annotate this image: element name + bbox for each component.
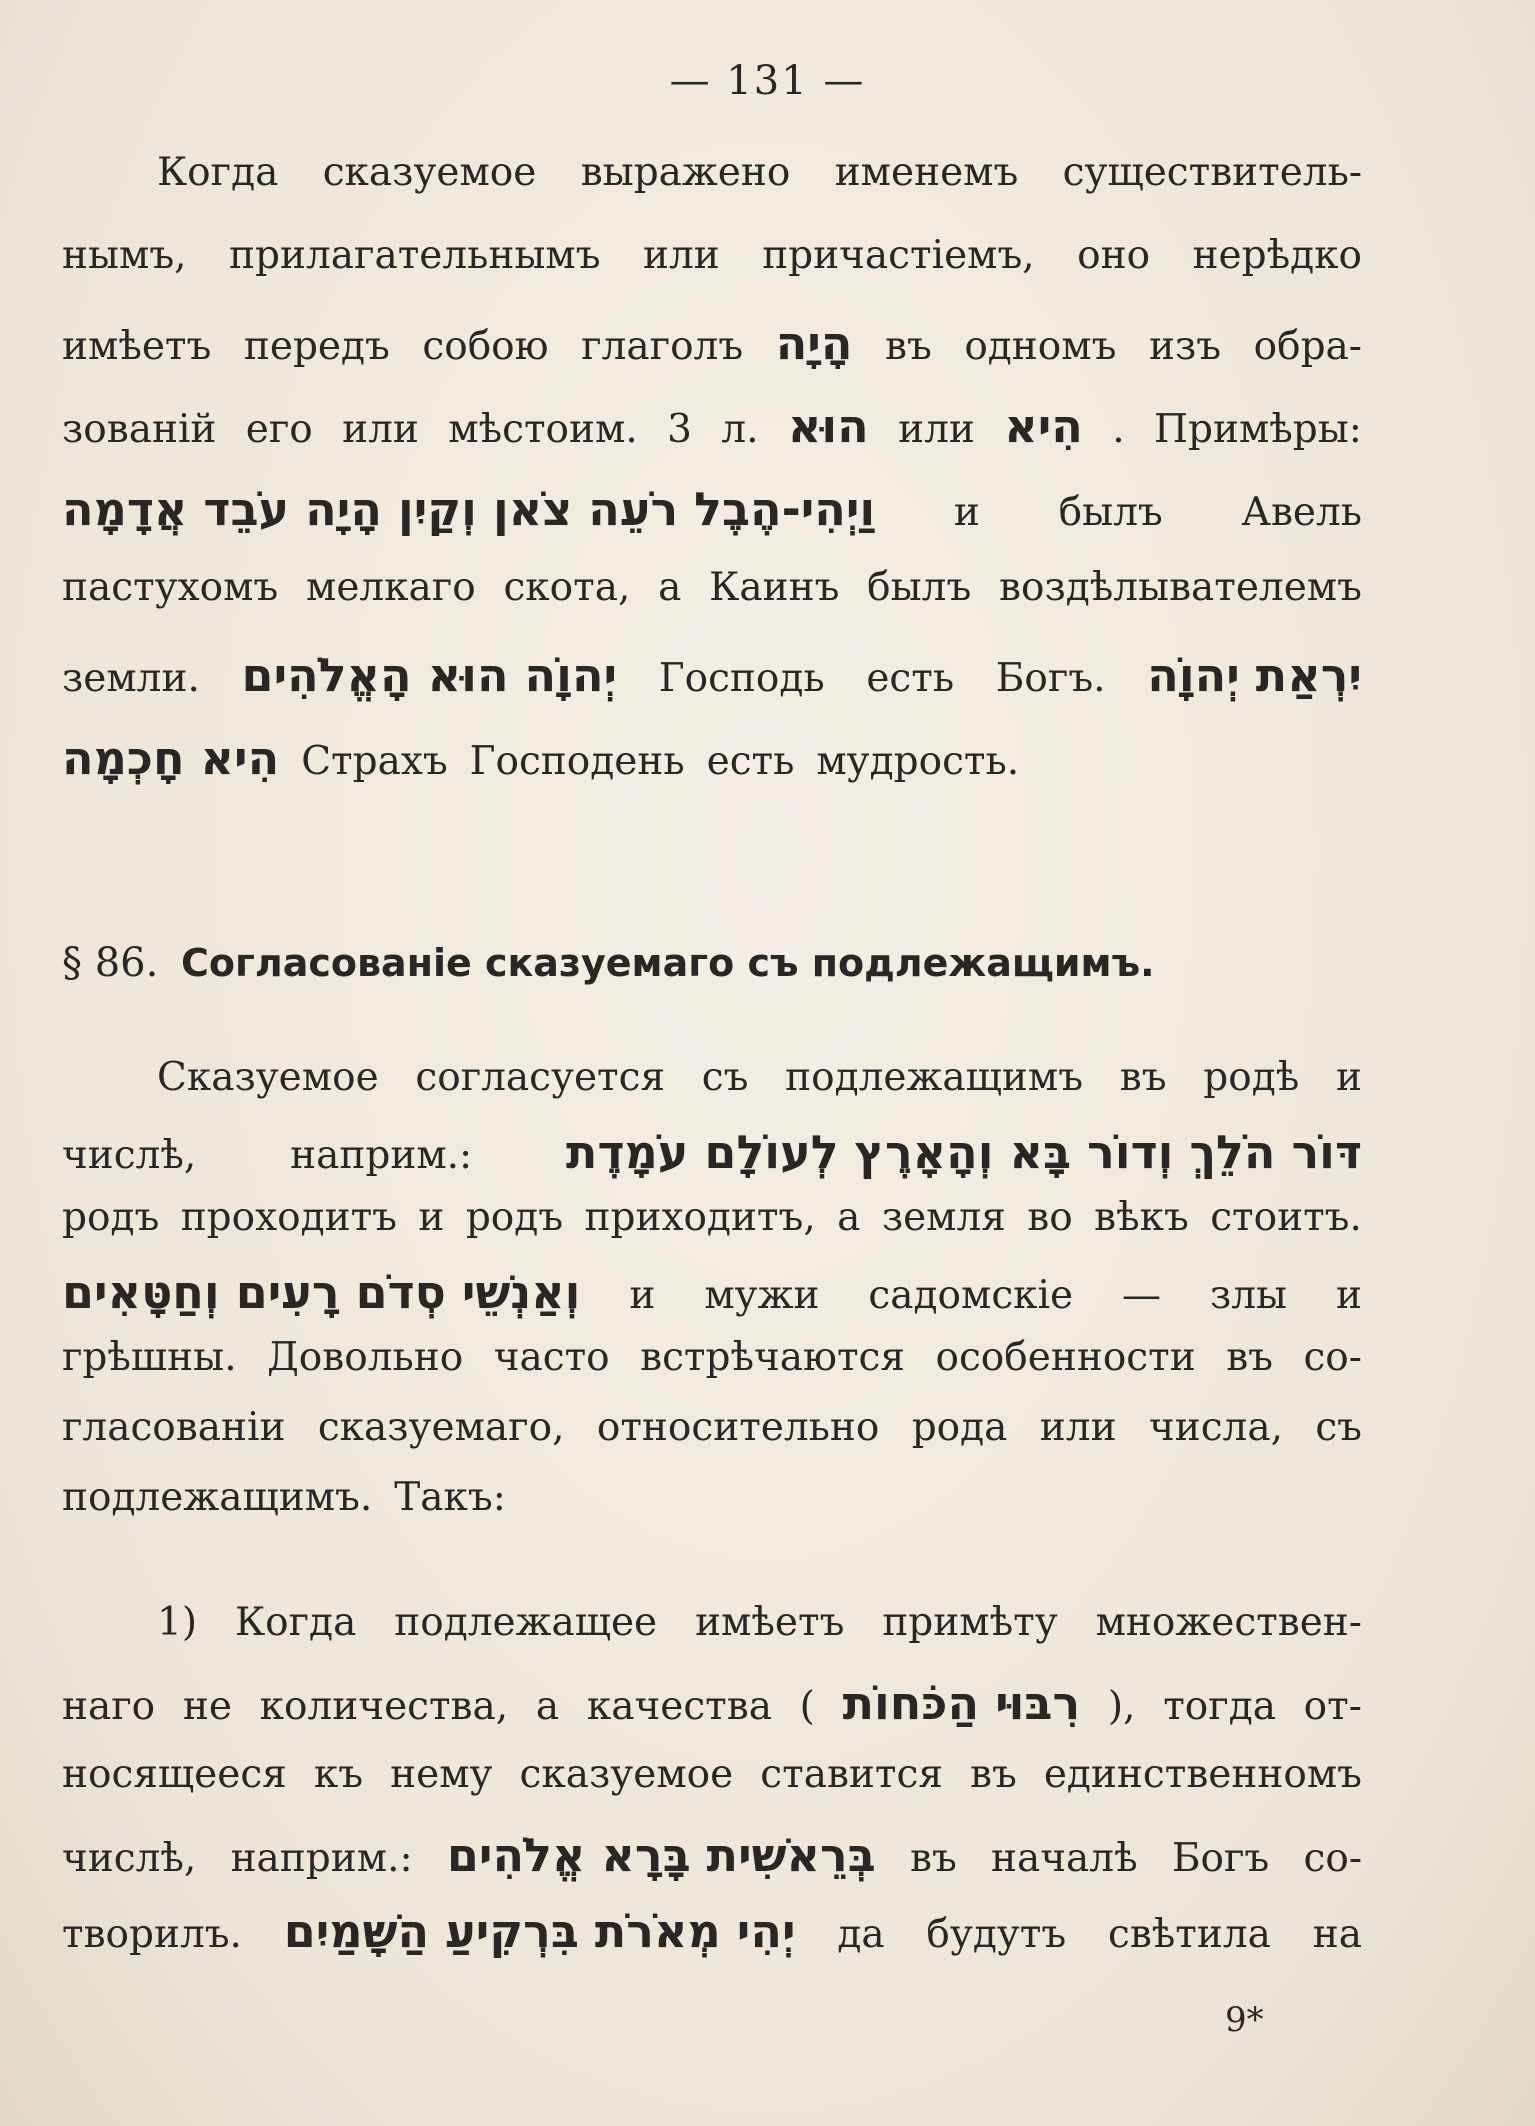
word: оно <box>1077 233 1151 278</box>
word: подлежащее <box>394 1600 658 1645</box>
word: наприм.: <box>230 1836 413 1881</box>
section-number: § 86. <box>62 940 159 986</box>
word: носящееся <box>62 1752 287 1797</box>
word: сказуемаго, <box>317 1405 565 1450</box>
word: встрѣчаются <box>640 1335 905 1380</box>
word: проходитъ <box>180 1195 397 1240</box>
word: и <box>953 490 980 535</box>
word: зованій <box>62 407 217 452</box>
word: родъ <box>62 1195 160 1240</box>
word: изъ <box>1148 324 1222 369</box>
word: стоитъ. <box>1210 1195 1362 1240</box>
text-line <box>62 399 1362 469</box>
signature-mark: 9* <box>1225 2000 1264 2040</box>
hebrew-text: וַיְהִי-הֶבֶל רֹעֵה צֹאן וְקַיִן הָיָה עֹבֵד אֲדָמָה <box>62 482 876 536</box>
word: садомскіе <box>868 1273 1074 1318</box>
word: и <box>629 1273 656 1318</box>
text-line <box>62 565 1362 635</box>
word: или <box>898 407 975 452</box>
text-line <box>62 1195 1362 1265</box>
word: одномъ <box>964 324 1117 369</box>
word: имѣетъ <box>695 1600 845 1645</box>
word: причастіемъ, <box>762 233 1035 278</box>
word: от- <box>1303 1684 1362 1729</box>
word: собою <box>422 324 549 369</box>
word: имѣетъ <box>62 324 212 369</box>
word: мужи <box>704 1273 820 1318</box>
word: числѣ, <box>62 1836 197 1881</box>
word: ставится <box>760 1752 943 1797</box>
text-line <box>62 316 1362 386</box>
hebrew-text: יִרְאַת יְהוָֹה <box>1147 648 1362 702</box>
word: гласованіи <box>62 1405 286 1450</box>
text-line <box>62 1752 1362 1822</box>
word: приходитъ, <box>584 1195 816 1240</box>
word: во <box>1027 1195 1073 1240</box>
word: пастухомъ <box>62 565 279 610</box>
hebrew-text: הָיָה <box>775 316 853 370</box>
word: родъ <box>465 1195 564 1240</box>
text-line <box>62 1335 1362 1405</box>
section-heading <box>62 940 1362 986</box>
word: часто <box>493 1335 610 1380</box>
text-line <box>62 150 1362 220</box>
word: и <box>418 1195 445 1240</box>
hebrew-text: וְאַנְשֵׁי סְדֹם רָעִים וְחַטָּאִים <box>62 1265 581 1319</box>
word: наприм.: <box>290 1133 473 1178</box>
word: подлежащимъ. <box>62 1475 373 1520</box>
word: Каинъ <box>709 565 840 610</box>
word: съ <box>1315 1405 1362 1450</box>
word: со- <box>1303 1335 1362 1380</box>
hebrew-text: יְהִי מְאֹרֹת בִּרְקִיעַ הַשָּׁמַיִם <box>283 1904 796 1958</box>
word: Когда <box>234 1600 357 1645</box>
word: будутъ <box>926 1912 1067 1957</box>
word: числа, <box>1148 1405 1283 1450</box>
word: въ <box>884 324 932 369</box>
word: Такъ: <box>394 1475 506 1520</box>
word: 3 <box>667 407 692 452</box>
text-line <box>62 1265 1362 1335</box>
word: мѣстоим. <box>448 407 638 452</box>
word: ( <box>799 1684 815 1729</box>
word: скота, <box>503 565 631 610</box>
word: выражено <box>580 150 791 195</box>
word: или <box>1039 1405 1117 1450</box>
word: Когда <box>157 150 279 195</box>
word: къ <box>313 1752 364 1797</box>
text-line <box>62 1828 1362 1898</box>
word: есть <box>706 739 795 784</box>
word: глаголъ <box>581 324 744 369</box>
hebrew-text: דּוֹר הֹלֵךְ וְדוֹר בָּא וְהָאָרֶץ לְעוֹלָם עֹמָדֶת <box>566 1125 1362 1179</box>
word: началѣ <box>991 1836 1138 1881</box>
word: въ <box>970 1752 1017 1797</box>
word: Довольно <box>267 1335 464 1380</box>
word: въ <box>1226 1335 1273 1380</box>
word: Господь <box>658 656 825 701</box>
word: — <box>1122 1273 1162 1318</box>
word: именемъ <box>834 150 1019 195</box>
word: грѣшны. <box>62 1335 237 1380</box>
word: творилъ. <box>62 1912 242 1957</box>
word: примѣту <box>882 1600 1058 1645</box>
word: нерѣдко <box>1192 233 1362 278</box>
word: земли. <box>62 656 200 701</box>
word: Авель <box>1241 490 1362 535</box>
word: обра- <box>1253 324 1362 369</box>
word: множествен- <box>1095 1600 1362 1645</box>
hebrew-text: הִיא חָכְמָה <box>62 731 280 785</box>
word: его <box>245 407 313 452</box>
word: вѣкъ <box>1094 1195 1189 1240</box>
word: сказуемое <box>519 1752 734 1797</box>
word: былъ <box>867 565 972 610</box>
word: былъ <box>1058 490 1163 535</box>
word: сказуемое <box>322 150 537 195</box>
word: земля <box>881 1195 1006 1240</box>
word: съ <box>701 1055 749 1100</box>
word: тогда <box>1163 1684 1276 1729</box>
word: относительно <box>596 1405 880 1450</box>
word: мудрость. <box>816 739 1020 784</box>
word: наго <box>62 1684 156 1729</box>
text-line <box>62 1405 1362 1475</box>
word: или <box>342 407 419 452</box>
text-line <box>62 1600 1362 1670</box>
word: единственномъ <box>1043 1752 1362 1797</box>
word: и <box>1335 1273 1362 1318</box>
hebrew-text: יְהוָֹה הוּא הָאֱלֹהִים <box>241 648 618 702</box>
word: свѣтила <box>1107 1912 1271 1957</box>
text-line <box>62 731 1362 801</box>
word: нымъ, <box>62 233 187 278</box>
word: мелкаго <box>305 565 476 610</box>
hebrew-text: הוּא <box>787 399 869 453</box>
word: и <box>1335 1055 1362 1100</box>
word: со- <box>1303 1836 1362 1881</box>
text-line <box>62 1676 1362 1746</box>
word: числѣ, <box>62 1133 197 1178</box>
word: рода <box>911 1405 1008 1450</box>
text-line <box>62 648 1362 718</box>
word: качества <box>586 1684 772 1729</box>
text-line <box>62 1125 1362 1195</box>
text-line <box>62 1904 1362 1974</box>
text-line <box>62 233 1362 303</box>
word: Страхъ <box>301 739 448 784</box>
word: а <box>535 1684 560 1729</box>
word: Сказуемое <box>157 1055 379 1100</box>
word: прилагательнымъ <box>229 233 601 278</box>
word: . <box>1112 407 1125 452</box>
word: количества, <box>259 1684 509 1729</box>
word: передъ <box>243 324 390 369</box>
word: л. <box>721 407 759 452</box>
word: въ <box>1119 1055 1167 1100</box>
hebrew-text: בְּרֵאשִׁית בָּרָא אֱלֹהִים <box>446 1828 876 1882</box>
word: существитель- <box>1062 150 1362 195</box>
word: 1) <box>157 1600 198 1645</box>
word: ), <box>1107 1684 1136 1729</box>
word: воздѣлывателемъ <box>999 565 1362 610</box>
word: въ <box>910 1836 957 1881</box>
hebrew-text: הִיא <box>1004 399 1083 453</box>
word: злы <box>1209 1273 1288 1318</box>
word: подлежащимъ <box>785 1055 1084 1100</box>
text-line <box>62 482 1362 552</box>
word: Примѣры: <box>1153 407 1362 452</box>
word: Богъ <box>1171 1836 1270 1881</box>
text-line <box>62 1475 1362 1545</box>
word: да <box>837 1912 885 1957</box>
word: согласуется <box>415 1055 666 1100</box>
word: а <box>658 565 682 610</box>
word: есть <box>866 656 955 701</box>
text-line <box>62 1055 1362 1125</box>
word: Богъ. <box>995 656 1106 701</box>
word: Господень <box>469 739 685 784</box>
word: или <box>642 233 720 278</box>
word: нему <box>390 1752 493 1797</box>
word: на <box>1312 1912 1362 1957</box>
word: родѣ <box>1203 1055 1300 1100</box>
section-title: Согласованіе сказуемаго съ подлежащимъ. <box>181 941 1155 985</box>
word: особенности <box>935 1335 1196 1380</box>
word: а <box>837 1195 861 1240</box>
hebrew-text: רִבּוּי הַכֹּחוֹת <box>842 1676 1081 1730</box>
word: не <box>182 1684 232 1729</box>
page-number: — 131 — <box>669 58 866 104</box>
